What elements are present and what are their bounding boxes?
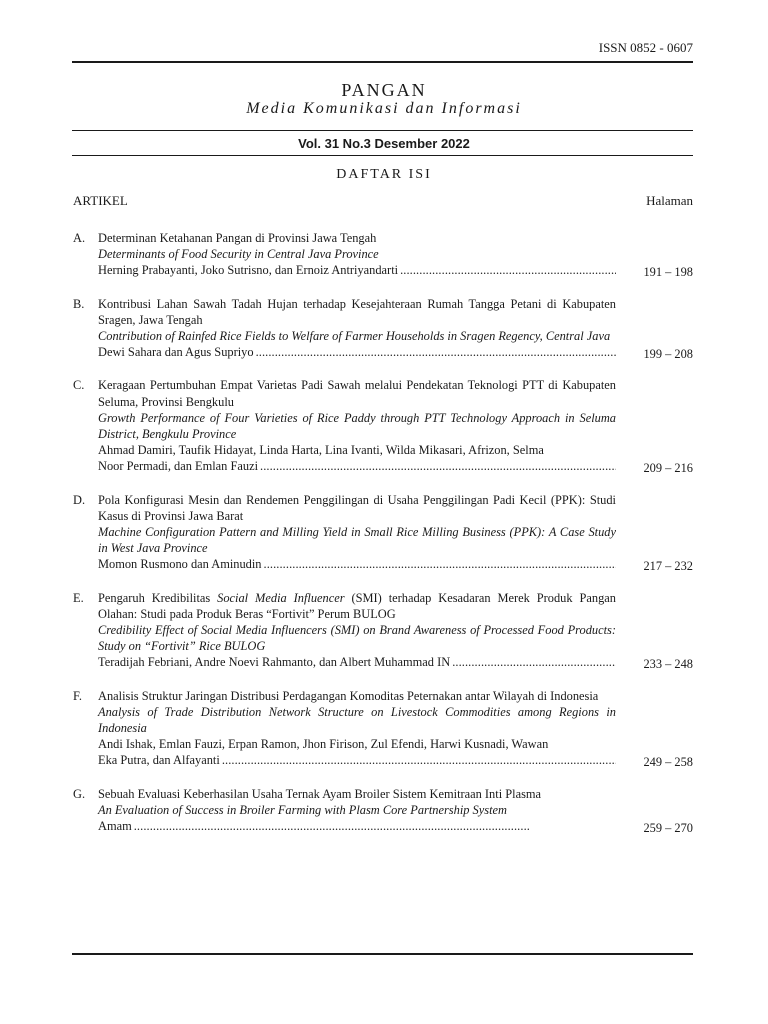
entry-letter: D. [73, 492, 86, 507]
toc-entry-c[interactable] [73, 377, 693, 474]
entry-letter: F. [73, 688, 82, 703]
entry-letter: B. [73, 296, 85, 311]
entry-pages: 249 – 258 [643, 755, 693, 770]
dot-leader [134, 818, 616, 834]
column-header-article: ARTIKEL [73, 193, 128, 208]
entry-title: Analisis Struktur Jaringan Distribusi Perdagangan Komoditas Peternakan antar Wilayah di Indonesia [98, 688, 599, 703]
toc-entry-g[interactable] [73, 786, 693, 835]
toc-entry-b[interactable] [73, 296, 693, 361]
entry-authors-lead: Ahmad Damiri, Taufik Hidayat, Linda Harta, Lina Ivanti, Wilda Mikasari, Afrizon, Selma [98, 443, 544, 458]
entry-letter: E. [73, 590, 84, 605]
dot-leader [222, 752, 616, 768]
entry-title: Determinan Ketahanan Pangan di Provinsi Jawa Tengah [98, 231, 377, 245]
column-header-page: Halaman [646, 193, 693, 208]
dot-leader [400, 262, 616, 278]
entry-authors: Teradijah Febriani, Andre Noevi Rahmanto, dan Albert Muhammad IN [98, 655, 451, 670]
dot-leader [452, 654, 616, 670]
entry-pages: 259 – 270 [643, 821, 693, 836]
dot-leader [256, 344, 616, 360]
toc-entry-f[interactable] [73, 688, 693, 769]
entry-pages: 217 – 232 [643, 559, 693, 574]
dot-leader [264, 556, 617, 572]
entry-authors: Herning Prabayanti, Joko Sutrisno, dan Ernoiz Antriyandarti [98, 263, 399, 278]
entry-authors: Amam [98, 819, 132, 834]
dot-leader [260, 458, 616, 474]
toc-heading: DAFTAR ISI [336, 167, 432, 182]
toc-list [73, 230, 693, 851]
volume-divider-bottom [72, 155, 693, 156]
entry-title [98, 590, 616, 622]
volume-divider-top [72, 130, 693, 131]
entry-title-en: Determinants of Food Security in Central Java Province [98, 247, 379, 262]
entry-title: Kontribusi Lahan Sawah Tadah Hujan terhadap Kesejahteraan Rumah Tangga Petani di Kabupaten Sragen, Jawa Tengah [98, 296, 616, 327]
entry-letter: C. [73, 378, 85, 393]
entry-title-post: (SMI) terhadap Kesadaran Merek Produk Pangan Olahan: Studi pada Produk Beras “Fortivit” Perum BULOG [98, 590, 616, 621]
entry-authors: Eka Putra, dan Alfayanti [98, 753, 220, 768]
entry-title-en: Growth Performance of Four Varieties of Rice Paddy through PTT Technology Approach in Seluma District, Bengkulu Province [98, 410, 616, 442]
entry-pages: 191 – 198 [643, 265, 693, 280]
toc-entry-a[interactable] [73, 230, 693, 279]
entry-title-en: Contribution of Rainfed Rice Fields to Welfare of Farmer Households in Sragen Regency, Central Java [98, 329, 611, 344]
entry-letter: G. [73, 786, 86, 801]
entry-title-italic: Social Media Influencer [217, 590, 345, 605]
entry-title-en: An Evaluation of Success in Broiler Farming with Plasm Core Partnership System [98, 802, 507, 817]
entry-title-en: Credibility Effect of Social Media Influencers (SMI) on Brand Awareness of Processed Food Products: Study on “Fortivit” Rice BULOG [98, 623, 616, 654]
entry-pages: 209 – 216 [643, 461, 693, 476]
entry-title-en: Machine Configuration Pattern and Milling Yield in Small Rice Milling Business (PPK): A Case Study in West Java Province [98, 525, 616, 556]
entry-title-pre: Pengaruh Kredibilitas [98, 590, 218, 605]
issn-label: ISSN 0852 - 0607 [598, 40, 693, 55]
entry-pages: 233 – 248 [643, 657, 693, 672]
entry-title: Pola Konfigurasi Mesin dan Rendemen Penggilingan di Usaha Penggilingan Padi Kecil (PPK): Studi Kasus di Provinsi Jawa Barat [98, 492, 616, 523]
toc-entry-e[interactable] [73, 590, 693, 671]
entry-authors: Dewi Sahara dan Agus Supriyo [98, 345, 254, 360]
entry-authors-lead: Andi Ishak, Emlan Fauzi, Erpan Ramon, Jhon Firison, Zul Efendi, Harwi Kusnadi, Wawan [98, 737, 549, 752]
journal-subtitle: Media Komunikasi dan Informasi [246, 100, 522, 117]
entry-title-en: Analysis of Trade Distribution Network Structure on Livestock Commodities among Regions in Indonesia [98, 704, 616, 736]
journal-title: PANGAN [341, 80, 427, 100]
entry-letter: A. [73, 231, 86, 245]
entry-title: Keragaan Pertumbuhan Empat Varietas Padi Sawah melalui Pendekatan Teknologi PTT di Kabupaten Seluma, Provinsi Bengkulu [98, 378, 616, 409]
toc-entry-d[interactable] [73, 492, 693, 573]
entry-title: Sebuah Evaluasi Keberhasilan Usaha Ternak Ayam Broiler Sistem Kemitraan Inti Plasma [98, 786, 542, 801]
entry-authors: Noor Permadi, dan Emlan Fauzi [98, 459, 259, 474]
bottom-divider [72, 953, 693, 955]
entry-authors: Momon Rusmono dan Aminudin [98, 557, 262, 572]
volume-label: Vol. 31 No.3 Desember 2022 [298, 136, 470, 151]
entry-pages: 199 – 208 [643, 347, 693, 362]
top-divider [72, 61, 693, 63]
